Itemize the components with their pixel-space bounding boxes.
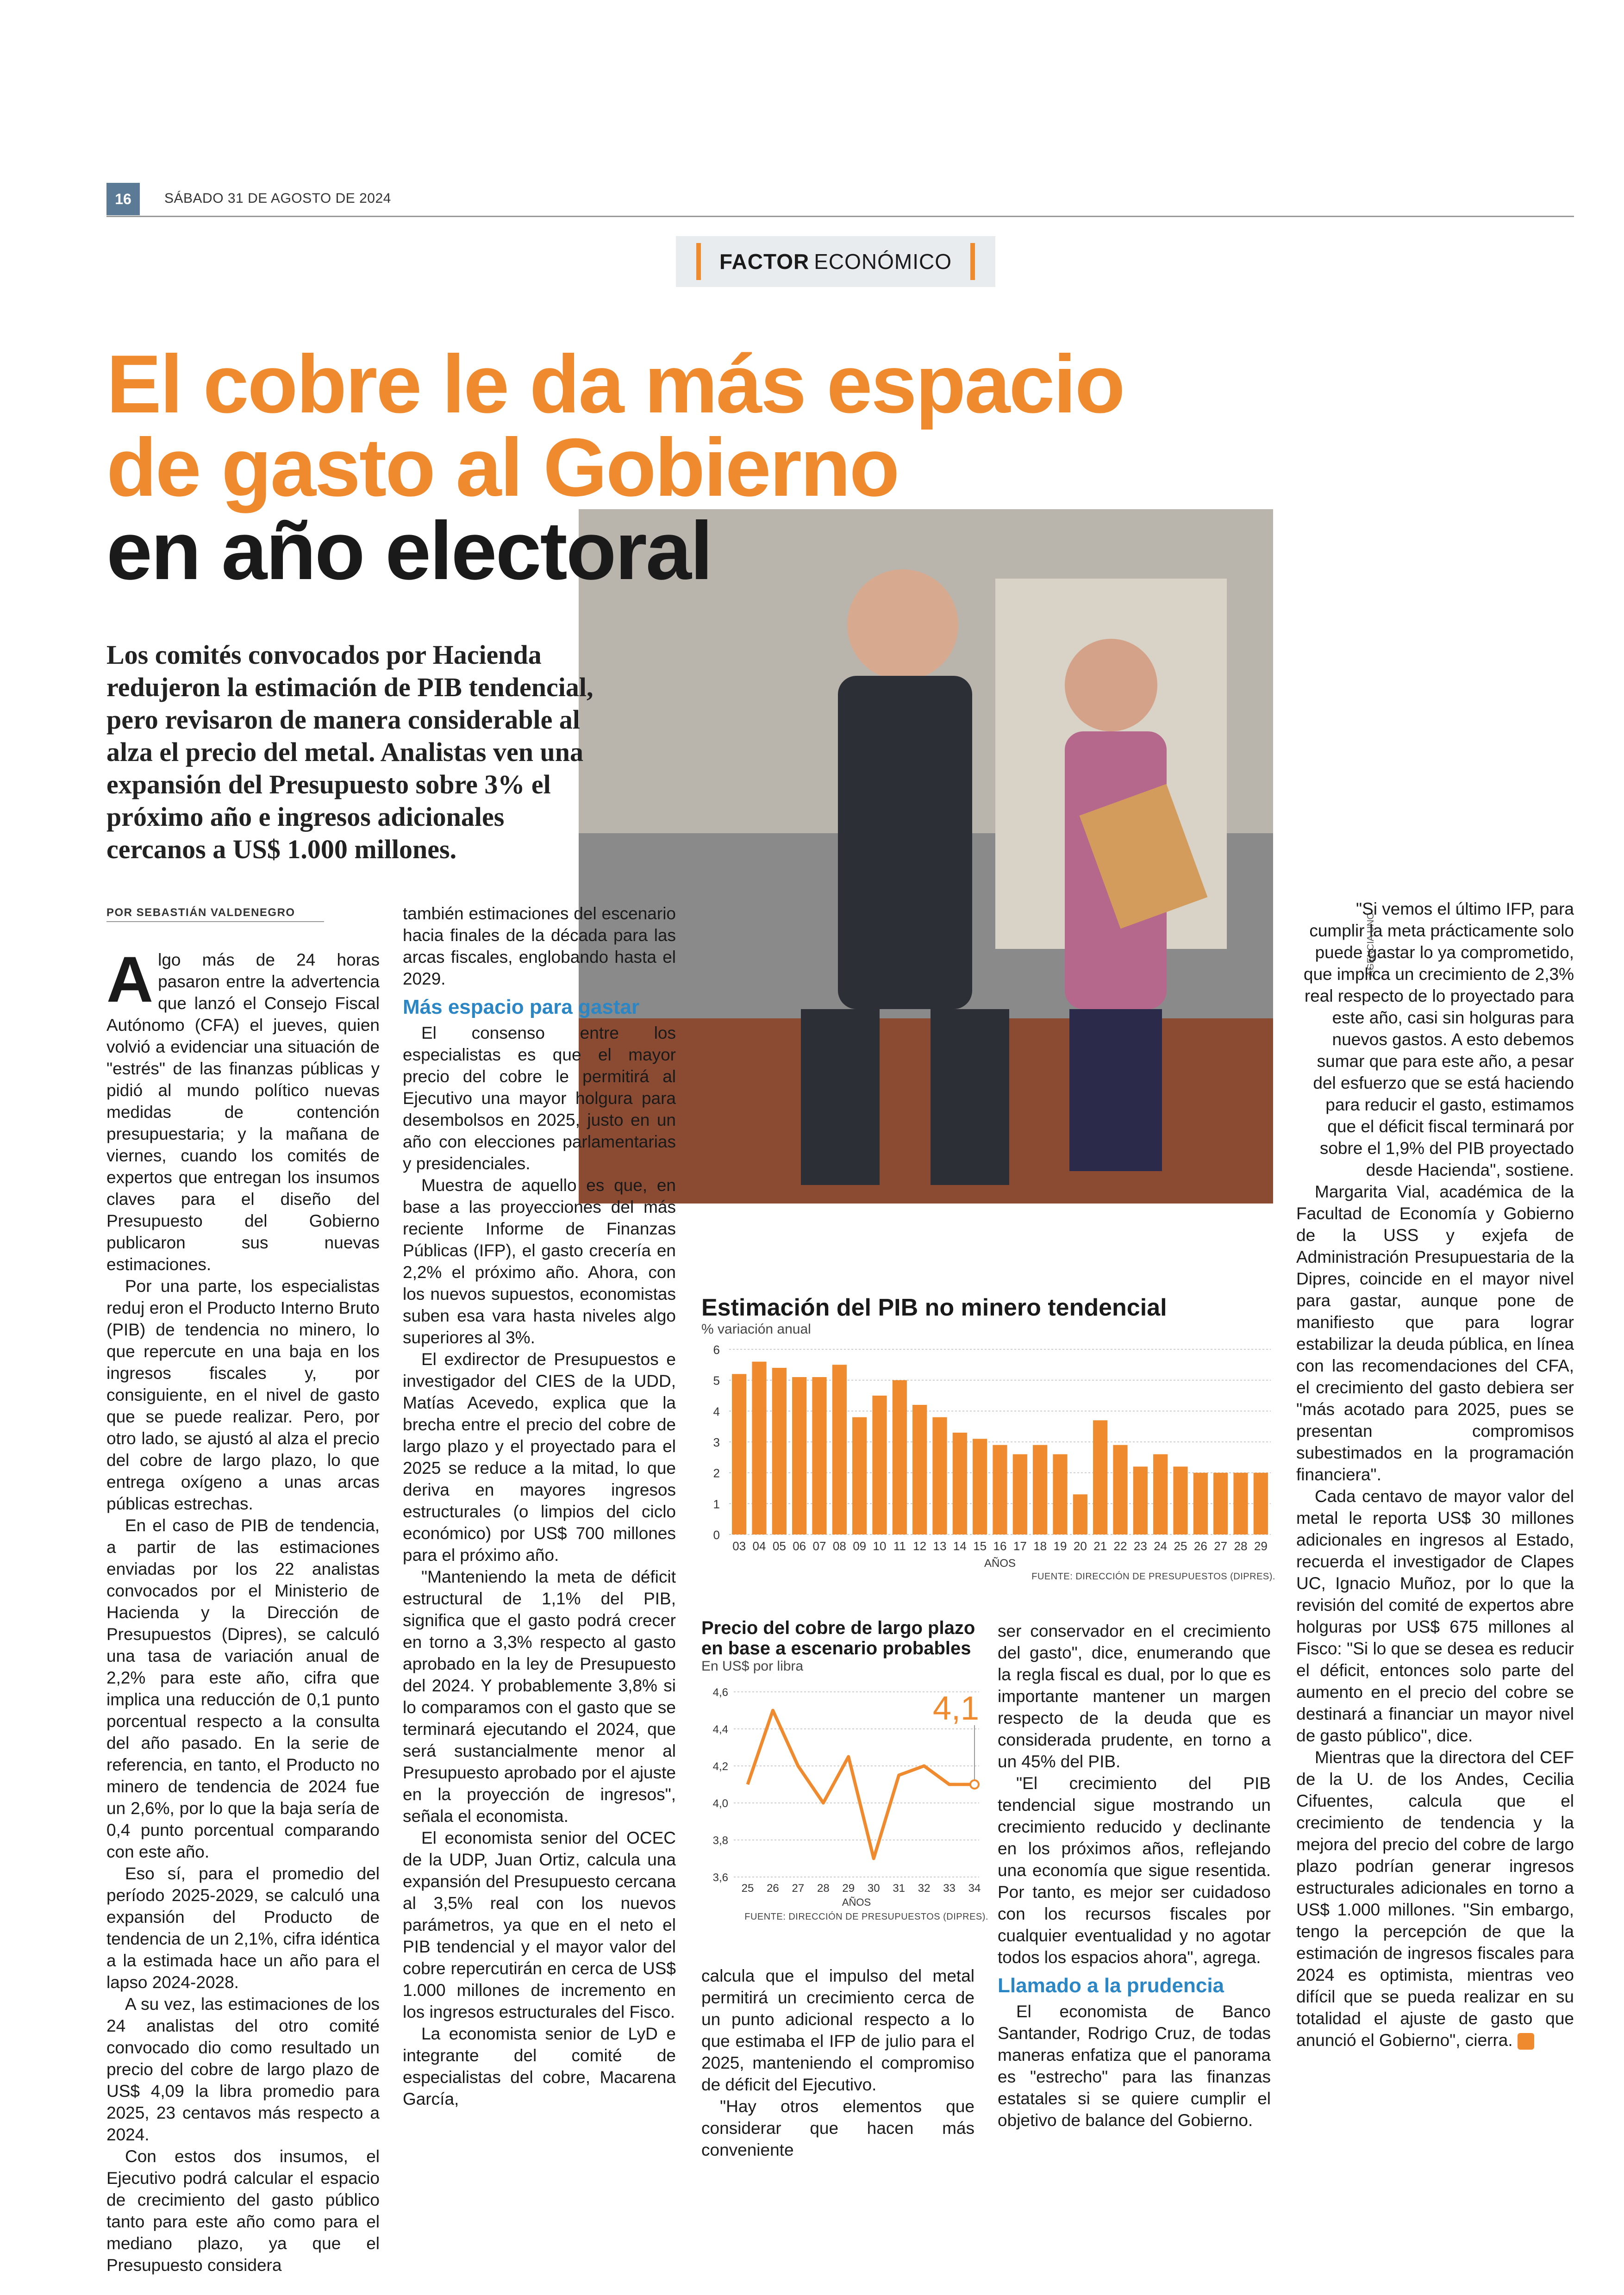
y-tick-label: 5 [713, 1373, 720, 1388]
headline-line-2: de gasto al Gobierno [106, 421, 899, 513]
bar [893, 1380, 907, 1534]
paragraph: En el caso de PIB de tendencia, a partir de las estimaciones enviadas por los 22 analistas convocados por el Ministerio de Hacienda y la Dirección de Presupuestos (Dipres), se calculó una tasa de variación anual de 2,2% para este año, cifra que implica una reducción de 0,1 punto porcentual respecto a la consulta del año pasado. En la serie de referencia, en tanto, el Producto no minero de tendencia de 2024 fue un 2,6%, por lo que la baja sería de 0,4 punto porcentual comparando con este año. [106, 1516, 380, 1861]
bar [1093, 1420, 1107, 1534]
chart-title: Precio del cobre de largo plazo en base a escenario probables [701, 1618, 975, 1659]
x-tick-label: 11 [893, 1539, 906, 1553]
highlight-point [970, 1780, 979, 1789]
paragraph: Cada centavo de mayor valor del metal le reporta US$ 30 millones adicionales en ingresos al Estado, recuerda el investigador de Clapes UC, Ignacio Muñoz, por lo que la revisión del comité de expertos abre holguras por US$ 675 millones al Fisco: "Si lo que se desea es reducir el déficit, entonces solo parte del aumento en el precio del cobre se destinará a financiar un mayor nivel de gasto público", dice. [1296, 1487, 1574, 1745]
paragraph: A su vez, las estimaciones de los 24 analistas del otro comité convocado dio como resultado un precio del cobre de largo plazo de US$ 4,09 la libra promedio para 2025, 23 centavos más respecto a 2024. [106, 1995, 380, 2144]
bar [912, 1405, 927, 1534]
headline-line-1: El cobre le da más espacio [106, 338, 1124, 430]
article-photo [579, 509, 1273, 1204]
section-bar-left [696, 243, 701, 280]
bar [1254, 1473, 1268, 1534]
deck: Los comités convocados por Hacienda redujeron la estimación de PIB tendencial, pero revisaron de manera considerable al alza el precio del metal. Analistas ven una expansión del Presupuesto sobre 3% el próximo año e ingresos adicionales cercanos a US$ 1.000 millones. [106, 640, 593, 864]
bar [732, 1374, 746, 1534]
paragraph: Por una parte, los especialistas reduj eron el Producto Interno Bruto (PIB) de tendencia no minero, lo que repercute en una baja en los ingresos fiscales y, por consiguiente, en el nivel de gasto que se puede realizar. Pero, por otro lado, se ajustó al alza el precio del cobre de largo plazo, lo que entrega oxígeno a unas arcas públicas estrechas. [106, 1277, 380, 1513]
y-tick-label: 1 [713, 1497, 720, 1511]
paragraph: La economista senior de LyD e integrante del comité de especialistas del cobre, Macarena García, [403, 2024, 676, 2108]
subhead: Llamado a la prudencia [998, 1974, 1224, 1997]
y-tick-label: 0 [713, 1528, 720, 1542]
copper-chart [701, 1618, 988, 1922]
y-tick-label: 4,4 [712, 1723, 728, 1736]
bar [752, 1362, 766, 1534]
paragraph-text: lgo más de 24 horas pasaron entre la advertencia que lanzó el Consejo Fiscal Autónomo (CFA) el jueves, quien volvió a evidenciar una situación de "estrés" de las finanzas públicas y pidió al mundo político nuevas medidas de contención presupuestaria; y la mañana de viernes, cuando los comités de expertos que entregan los insumos claves para el diseño del Presupuesto del Gobierno publicaron sus nuevas estimaciones. [106, 950, 380, 1274]
bar [772, 1368, 787, 1534]
x-tick-label: 04 [752, 1539, 766, 1553]
bar-chart-svg [701, 1340, 1275, 1572]
y-tick-label: 2 [713, 1466, 720, 1480]
byline-rule [106, 921, 324, 922]
x-tick-label: 31 [893, 1882, 906, 1895]
chart-source: FUENTE: DIRECCIÓN DE PRESUPUESTOS (DIPRES). [1031, 1572, 1275, 1582]
column-4 [998, 1620, 1271, 2131]
x-tick-label: 03 [732, 1539, 746, 1553]
chart-ylabel: % variación anual [701, 1322, 811, 1337]
x-tick-label: 29 [842, 1882, 855, 1895]
column-5 [1296, 898, 1574, 2051]
photo-credit: AGENCIA UNO [1366, 912, 1376, 977]
y-tick-label: 4,2 [712, 1760, 728, 1773]
chart-ylabel: En US$ por libra [701, 1659, 804, 1674]
y-tick-label: 6 [713, 1343, 720, 1357]
x-tick-label: 25 [1174, 1539, 1187, 1553]
bar [792, 1377, 806, 1534]
x-tick-label: 34 [968, 1882, 981, 1895]
x-tick-label: 18 [1033, 1539, 1047, 1553]
bar [1233, 1473, 1248, 1534]
x-tick-label: 17 [1013, 1539, 1027, 1553]
x-tick-label: 28 [817, 1882, 830, 1895]
paragraph: Margarita Vial, académica de la Facultad de Economía y Gobierno de la USS y exjefa de Administración Presupuestaria de la Dipres, coincide en el mayor nivel para gastar, aunque pone de manifiesto que para lograr estabilizar la deuda pública, en línea con las recomendaciones del CFA, el crecimiento del gasto debiera ser "más acotado para 2025, pues se presentan compromisos subestimados en la programación financiera". [1296, 1182, 1574, 1484]
x-axis-label: AÑOS [842, 1896, 871, 1908]
end-mark-icon [1518, 2033, 1534, 2050]
headline-line-3: en año electoral [106, 505, 712, 597]
line-chart-svg [701, 1683, 988, 1908]
byline: POR SEBASTIÁN VALDENEGRO [106, 906, 295, 919]
bar [1213, 1473, 1228, 1534]
bar [1033, 1445, 1047, 1534]
y-tick-label: 3 [713, 1435, 720, 1449]
highlight-label: 4,1 [932, 1690, 979, 1727]
paragraph: ser conservador en el crecimiento del gasto", dice, enumerando que la regla fiscal es dual, por lo que es importante mantener un margen respecto de la deuda que es considerada prudente, en torno a un 45% del PIB. [998, 1621, 1271, 1771]
paragraph: también estimaciones del escenario hacia finales de la década para las arcas fiscales, englobando hasta el 2029. [403, 904, 676, 988]
section-label-bold: FACTOR [719, 249, 810, 274]
paragraph: El exdirector de Presupuestos e investigador del CIES de la UDD, Matías Acevedo, explica que la brecha entre el precio del cobre de largo plazo y el proyectado para el 2025 se reduce a la mitad, lo que deriva en mayores ingresos estructurales (o limpios del ciclo económico) por US$ 700 millones para el próximo año. [403, 1350, 676, 1565]
x-tick-label: 23 [1133, 1539, 1147, 1553]
x-tick-label: 25 [741, 1882, 754, 1895]
column-2 [403, 903, 676, 2110]
x-tick-label: 14 [953, 1539, 967, 1553]
bar [872, 1396, 887, 1534]
photo-illustration [579, 509, 1273, 1204]
column-1 [106, 943, 380, 2276]
section-label-light: ECONÓMICO [814, 249, 952, 274]
x-tick-label: 06 [793, 1539, 806, 1553]
x-tick-label: 21 [1093, 1539, 1107, 1553]
x-tick-label: 32 [918, 1882, 931, 1895]
x-tick-label: 07 [812, 1539, 826, 1553]
x-tick-label: 08 [832, 1539, 846, 1553]
x-tick-label: 29 [1254, 1539, 1268, 1553]
x-tick-label: 30 [867, 1882, 880, 1895]
x-tick-label: 24 [1154, 1539, 1168, 1553]
y-tick-label: 3,8 [712, 1834, 728, 1847]
x-tick-label: 33 [943, 1882, 956, 1895]
bar [1193, 1473, 1208, 1534]
paragraph: Muestra de aquello es que, en base a las proyecciones del más reciente Informe de Finanzas Públicas (IFP), el gasto crecería en 2,2% el próximo año. Ahora, con los nuevos supuestos, economistas suben esa vara hasta niveles algo superiores al 3%. [403, 1176, 676, 1347]
bar [1173, 1466, 1187, 1534]
headline [106, 338, 1171, 597]
chart-source: FUENTE: DIRECCIÓN DE PRESUPUESTOS (DIPRES). [744, 1912, 988, 1922]
header-rule [106, 216, 1574, 217]
x-tick-label: 19 [1053, 1539, 1067, 1553]
bar [1133, 1466, 1148, 1534]
dateline: SÁBADO 31 DE AGOSTO DE 2024 [164, 191, 391, 206]
x-tick-label: 27 [1214, 1539, 1228, 1553]
subhead: Más espacio para gastar [403, 996, 640, 1018]
bar [1053, 1454, 1067, 1534]
x-tick-label: 20 [1073, 1539, 1087, 1553]
x-tick-label: 28 [1234, 1539, 1248, 1553]
bar [832, 1365, 847, 1534]
paragraph: calcula que el impulso del metal permitirá un crecimiento cerca de un punto adicional respecto a lo que estimaba el IFP de julio para el 2025, manteniendo el compromiso de déficit del Ejecutivo. [701, 1966, 974, 2094]
y-tick-label: 4,0 [712, 1797, 728, 1810]
x-tick-label: 26 [1193, 1539, 1207, 1553]
bar [1013, 1454, 1027, 1534]
bar [1113, 1445, 1127, 1534]
x-tick-label: 09 [853, 1539, 867, 1553]
chart-title: Estimación del PIB no minero tendencial [701, 1294, 1167, 1321]
x-tick-label: 22 [1113, 1539, 1127, 1553]
section-label [676, 236, 995, 287]
series-line [748, 1710, 974, 1858]
x-tick-label: 15 [973, 1539, 987, 1553]
bar [953, 1433, 967, 1534]
x-axis-label: AÑOS [984, 1557, 1016, 1570]
y-tick-label: 3,6 [712, 1871, 728, 1884]
x-tick-label: 05 [772, 1539, 786, 1553]
y-tick-label: 4 [713, 1404, 720, 1419]
bar [993, 1445, 1007, 1534]
x-tick-label: 26 [767, 1882, 779, 1895]
column-3 [701, 1965, 974, 2161]
paragraph-text: Mientras que la directora del CEF de la U. de los Andes, Cecilia Cifuentes, calcula que el crecimiento de tendencia y la mejora del precio del cobre de largo plazo podrían generar ingresos estructurales adicionales en torno a US$ 1.000 millones. "Sin embargo, tengo la percepción de que la estimación de ingresos fiscales para 2024 es optimista, mientras veo difícil que se pueda realizar en su totalidad el ajuste de gasto que anunció el Gobierno", cierra. [1296, 1748, 1574, 2050]
paragraph: El economista senior del OCEC de la UDP, Juan Ortiz, calcula una expansión del Presupuesto cercana al 3,5% real con los nuevos parámetros, ya que en el neto el PIB tendencial y el mayor valor del cobre repercutirán en cerca de US$ 1.000 millones de incremento en los ingresos estructurales del Fisco. [403, 1828, 676, 2021]
paragraph: "Hay otros elementos que considerar que hacen más conveniente [701, 2097, 974, 2159]
paragraph: "El crecimiento del PIB tendencial sigue mostrando un crecimiento reducido y declinante en los próximos años, reflejando una economía que sigue resentida. Por tanto, es mejor ser cuidadoso con los recursos fiscales por cualquier eventualidad y no agotar todos los espacios ahora", agrega. [998, 1774, 1271, 1967]
x-tick-label: 27 [792, 1882, 805, 1895]
bar [932, 1417, 947, 1534]
x-tick-label: 12 [913, 1539, 927, 1553]
x-tick-label: 10 [873, 1539, 887, 1553]
section-bar-right [970, 243, 975, 280]
bar [973, 1439, 987, 1534]
paragraph: El economista de Banco Santander, Rodrigo Cruz, de todas maneras enfatiza que el panorama es "estrecho" para las finanzas estatales si se quiere cumplir el objetivo de balance del Gobierno. [998, 2002, 1271, 2130]
bar [812, 1377, 826, 1534]
page-number: 16 [106, 183, 140, 215]
paragraph: "Manteniendo la meta de déficit estructural de 1,1% del PIB, significa que el gasto podrá crecer en torno a 3,3% respecto al gasto aprobado en la ley de Presupuesto del 2024. Y probablemente 3,8% si lo comparamos con el gasto que se terminará ejecutando el 2024, que será sustancialmente menor al Presupuesto aprobado por el ajuste en la proyección de ingresos", señala el economista. [403, 1567, 676, 1826]
paragraph [106, 943, 380, 1275]
bar [852, 1417, 867, 1534]
paragraph: Eso sí, para el promedio del período 2025-2029, se calculó una expansión del Producto de tendencia de un 2,1%, cifra idéntica a la estimada hace un año para el lapso 2024-2028. [106, 1864, 380, 1992]
bar [1153, 1454, 1168, 1534]
y-tick-label: 4,6 [712, 1686, 728, 1699]
paragraph: El consenso entre los especialistas es que el mayor precio del cobre le permitirá al Ejecutivo una mayor holgura para desembolsos en 2025, justo en un año con elecciones parlamentarias y presidenciales. [403, 1023, 676, 1173]
paragraph [1296, 1746, 1574, 2051]
bar [1073, 1494, 1087, 1534]
x-tick-label: 16 [993, 1539, 1007, 1553]
paragraph: "Si vemos el último IFP, para cumplir la meta prácticamente solo puede gastar lo ya comprometido, que implica un crecimiento de 2,3% real respecto de lo proyectado para este año, casi sin holguras para nuevos gastos. A esto debemos sumar que para este año, a pesar del esfuerzo que se está haciendo para reducir el gasto, estimamos que el déficit fiscal terminará por sobre el 1,9% del PIB proyectado desde Hacienda", sostiene. [1303, 899, 1574, 1179]
paragraph: Con estos dos insumos, el Ejecutivo podrá calcular el espacio de crecimiento del gasto público tanto para este año como para el mediano plazo, ya que el Presupuesto considera [106, 2147, 380, 2275]
drop-cap: A [106, 943, 154, 1016]
x-tick-label: 13 [933, 1539, 947, 1553]
gdp-chart [701, 1294, 1275, 1581]
